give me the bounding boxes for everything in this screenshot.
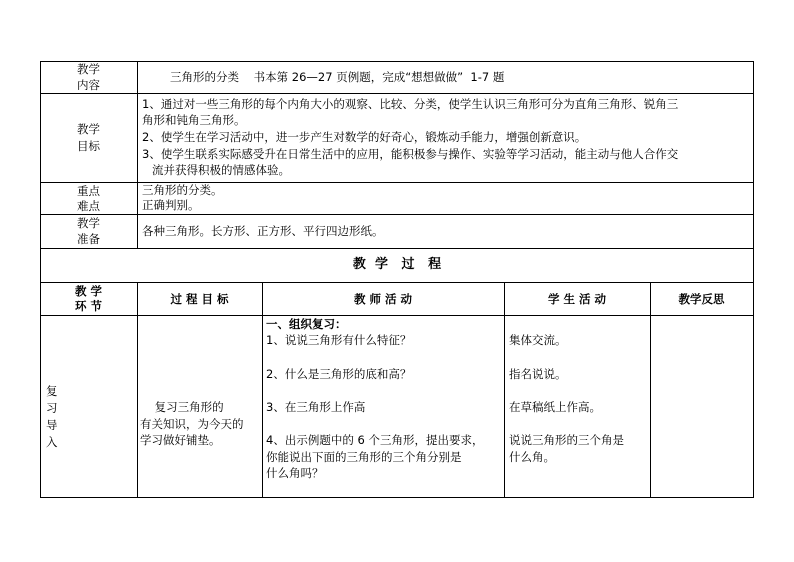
goal-line-3: 2、使学生在学习活动中，进一步产生对数学的好奇心，锻炼动手能力，增强创新意识。 (142, 130, 587, 144)
goal-line-4: 3、使学生联系实际感受升在日常生活中的应用，能积极参与操作、实验等学习活动，能主动与他人合作交 (142, 147, 679, 161)
key-line-2: 正确判别。 (142, 198, 200, 212)
teacher-item-4-line-3: 什么角吗？ (266, 466, 324, 480)
goal-cell-line-1: 复习三角形的 (140, 400, 224, 414)
col-divider-goal (262, 282, 263, 497)
teacher-item-3: 3、在三角形上作高 (266, 400, 366, 414)
key-label-2: 难点 (77, 199, 100, 213)
header-teacher: 教 师 活 动 (353, 292, 412, 306)
header-reflect: 教学反思 (678, 292, 725, 306)
goal-line-5: 流并获得积极的情感体验。 (152, 163, 290, 177)
student-item-3: 在草稿纸上作高。 (509, 400, 601, 414)
student-item-4-line-1: 说说三角形的三个角是 (509, 433, 624, 447)
col-divider-stage (137, 282, 138, 497)
divider-prep-process (40, 248, 754, 249)
divider-content-goals (40, 93, 754, 94)
header-student: 学 生 活 动 (547, 292, 606, 306)
teacher-heading: 一、组织复习： (266, 317, 347, 331)
teacher-item-4-line-1: 4、出示例题中的 6 个三角形，提出要求， (266, 433, 484, 447)
teacher-item-2: 2、什么是三角形的底和高？ (266, 367, 412, 381)
header-goal: 过 程 目 标 (170, 292, 229, 306)
divider-key-prep (40, 214, 754, 215)
header-stage-1: 教 学 (74, 284, 102, 298)
label-column-divider (137, 61, 138, 248)
table-border-bottom (40, 497, 754, 498)
table-border-right (753, 61, 754, 498)
goal-cell-line-2: 有关知识，为今天的 (140, 417, 244, 431)
teacher-item-4-line-2: 你能说出下面的三角形的三个角分别是 (266, 450, 462, 464)
stage-char-2: 习 (46, 401, 58, 415)
content-label-1: 教学 (77, 62, 100, 76)
key-label-1: 重点 (77, 184, 100, 198)
content-text: 三角形的分类 书本第 26—27 页例题，完成“想想做做” 1-7 题 (170, 70, 505, 84)
student-item-1: 集体交流。 (509, 333, 567, 347)
divider-process-headers (40, 282, 754, 283)
student-item-2: 指名说说。 (509, 367, 567, 381)
teacher-item-1: 1、说说三角形有什么特征？ (266, 333, 412, 347)
goal-line-1: 1、通过对一些三角形的每个内角大小的观察、比较、分类，使学生认识三角形可分为直角三角形、锐角三 (142, 97, 679, 111)
stage-char-4: 入 (46, 435, 58, 449)
divider-headers-body (40, 315, 754, 316)
reflection-cell (651, 316, 753, 497)
table-border-top (40, 61, 754, 62)
header-stage-2: 环 节 (74, 299, 102, 313)
prep-label-2: 准备 (77, 232, 100, 246)
process-title: 教 学 过 程 (352, 257, 442, 272)
goal-line-2: 角形和钝角三角形。 (142, 113, 246, 127)
student-item-4-line-2: 什么角。 (509, 450, 555, 464)
goals-label-2: 目标 (77, 139, 100, 153)
key-line-1: 三角形的分类。 (142, 183, 223, 197)
stage-char-1: 复 (46, 384, 58, 398)
goal-cell-line-3: 学习做好铺垫。 (140, 433, 221, 447)
prep-label-1: 教学 (77, 216, 100, 230)
goals-label-1: 教学 (77, 122, 100, 136)
prep-text: 各种三角形。长方形、正方形、平行四边形纸。 (142, 224, 384, 238)
content-label-2: 内容 (77, 78, 100, 92)
stage-char-3: 导 (46, 418, 58, 432)
col-divider-teacher (504, 282, 505, 497)
